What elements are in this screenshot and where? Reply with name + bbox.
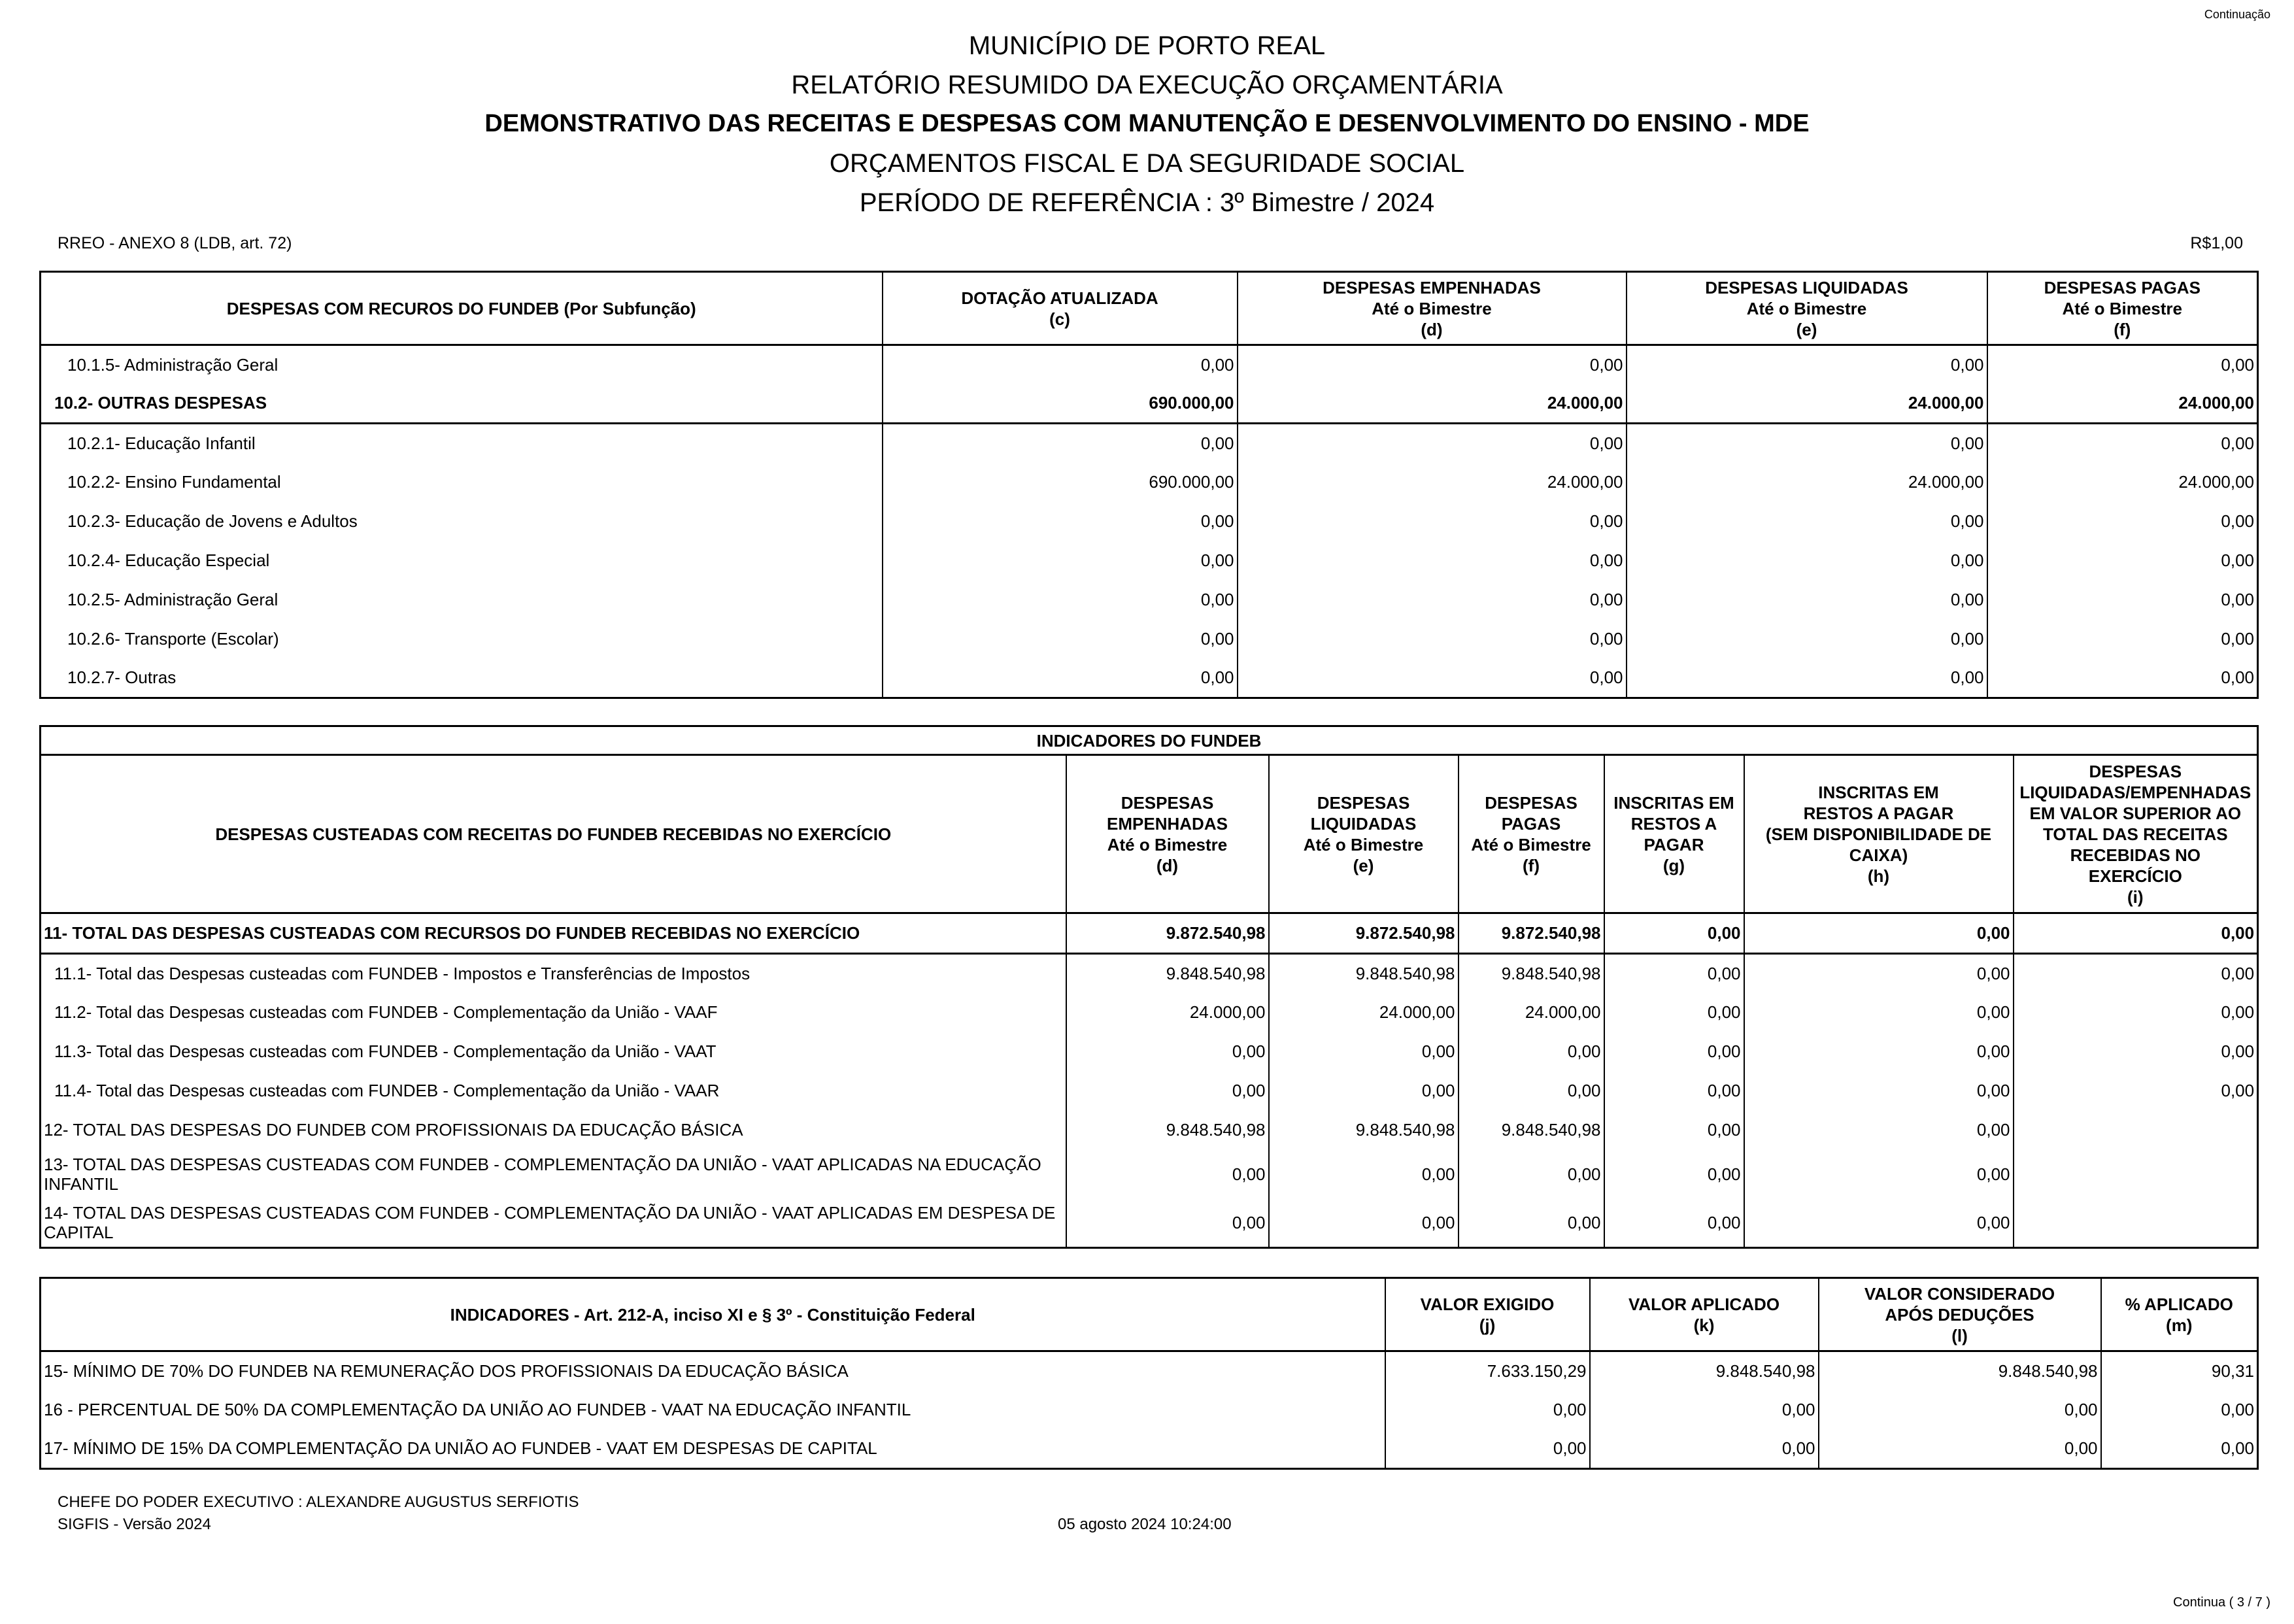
- table-row: [41, 463, 2258, 502]
- value-h: 0,00: [1744, 954, 2014, 993]
- row-label: 11.3- Total das Despesas custeadas com FUNDEB - Complementação da União - VAAT: [54, 1041, 717, 1061]
- value-d: 0,00: [1238, 424, 1627, 463]
- value-g: 0,00: [1604, 913, 1744, 954]
- value-g: 0,00: [1604, 1032, 1744, 1072]
- row-label: 10.1.5- Administração Geral: [67, 354, 278, 375]
- value-h: 0,00: [1744, 1072, 2014, 1111]
- value-f: 0,00: [1987, 581, 2258, 620]
- value-k: 0,00: [1590, 1391, 1819, 1430]
- t1-header-f: DESPESAS PAGAS Até o Bimestre (f): [1987, 272, 2258, 345]
- value-d: 9.848.540,98: [1066, 954, 1269, 993]
- t1-header-c: DOTAÇÃO ATUALIZADA (c): [883, 272, 1238, 345]
- reference-period: PERÍODO DE REFERÊNCIA : 3º Bimestre / 2024: [859, 188, 1435, 217]
- value-f: 0,00: [1987, 620, 2258, 659]
- t2-header-h: INSCRITAS EM RESTOS A PAGAR (SEM DISPONIBILIDADE DE CAIXA) (h): [1744, 755, 2014, 913]
- table-row: [41, 1150, 2258, 1199]
- value-f: 0,00: [1987, 345, 2258, 384]
- report-title: RELATÓRIO RESUMIDO DA EXECUÇÃO ORÇAMENTÁRIA: [791, 71, 1503, 99]
- value-e: 24.000,00: [1627, 463, 1987, 502]
- value-g: 0,00: [1604, 993, 1744, 1032]
- value-c: 0,00: [883, 345, 1238, 384]
- table-row: [41, 1199, 2258, 1248]
- row-label: 10.2.1- Educação Infantil: [67, 433, 256, 453]
- municipality-title: MUNICÍPIO DE PORTO REAL: [968, 31, 1326, 60]
- value-g: 0,00: [1604, 1072, 1744, 1111]
- value-m: 0,00: [2101, 1430, 2258, 1469]
- value-f: 0,00: [1987, 659, 2258, 698]
- table-row: [41, 1072, 2258, 1111]
- row-label: 12- TOTAL DAS DESPESAS DO FUNDEB COM PROFISSIONAIS DA EDUCAÇÃO BÁSICA: [44, 1120, 743, 1140]
- fundeb-indicators-table: [39, 725, 2259, 1249]
- value-d: 0,00: [1066, 1072, 1269, 1111]
- value-f: 0,00: [1459, 1199, 1604, 1248]
- row-label: 10.2.3- Educação de Jovens e Adultos: [67, 511, 358, 531]
- row-label: 11.4- Total das Despesas custeadas com FUNDEB - Complementação da União - VAAR: [54, 1081, 720, 1100]
- t3-header-label: INDICADORES - Art. 212-A, inciso XI e § 3º - Constituição Federal: [450, 1304, 975, 1325]
- annex-label: RREO - ANEXO 8 (LDB, art. 72): [58, 234, 292, 252]
- value-c: 0,00: [883, 541, 1238, 581]
- value-l: 0,00: [1819, 1391, 2101, 1430]
- row-label: 15- MÍNIMO DE 70% DO FUNDEB NA REMUNERAÇÃO DOS PROFISSIONAIS DA EDUCAÇÃO BÁSICA: [44, 1361, 849, 1381]
- continuation-label-top: Continuação: [2204, 8, 2270, 21]
- value-i: [2014, 1199, 2258, 1248]
- value-f: 24.000,00: [1459, 993, 1604, 1032]
- value-h: 0,00: [1744, 913, 2014, 954]
- statement-title: DEMONSTRATIVO DAS RECEITAS E DESPESAS COM MANUTENÇÃO E DESENVOLVIMENTO DO ENSINO - MDE: [484, 110, 1810, 137]
- table-row: [41, 620, 2258, 659]
- t2-header-label: DESPESAS CUSTEADAS COM RECEITAS DO FUNDEB RECEBIDAS NO EXERCÍCIO: [215, 824, 892, 844]
- value-i: 0,00: [2014, 913, 2258, 954]
- row-label: 13- TOTAL DAS DESPESAS CUSTEADAS COM FUNDEB - COMPLEMENTAÇÃO DA UNIÃO - VAAT APLICADAS NA EDUCAÇÃO INFANTIL: [44, 1155, 1041, 1194]
- t3-header-l: VALOR CONSIDERADO APÓS DEDUÇÕES (l): [1819, 1278, 2101, 1351]
- value-f: 9.872.540,98: [1459, 913, 1604, 954]
- value-d: 0,00: [1066, 1199, 1269, 1248]
- t1-header-d: DESPESAS EMPENHADAS Até o Bimestre (d): [1238, 272, 1627, 345]
- row-label: 10.2.2- Ensino Fundamental: [67, 472, 281, 492]
- value-f: 24.000,00: [1987, 463, 2258, 502]
- value-j: 0,00: [1385, 1430, 1590, 1469]
- value-d: 9.848.540,98: [1066, 1111, 1269, 1150]
- row-label: 17- MÍNIMO DE 15% DA COMPLEMENTAÇÃO DA UNIÃO AO FUNDEB - VAAT EM DESPESAS DE CAPITAL: [44, 1438, 877, 1459]
- value-e: 0,00: [1627, 502, 1987, 541]
- value-e: 0,00: [1627, 541, 1987, 581]
- value-e: 0,00: [1627, 424, 1987, 463]
- value-d: 0,00: [1238, 345, 1627, 384]
- table-row: [41, 954, 2258, 993]
- report-datetime: 05 agosto 2024 10:24:00: [1058, 1515, 1232, 1533]
- row-label: 10.2- OUTRAS DESPESAS: [54, 393, 267, 413]
- t2-header-d: DESPESAS EMPENHADAS Até o Bimestre (d): [1066, 755, 1269, 913]
- budget-title: ORÇAMENTOS FISCAL E DA SEGURIDADE SOCIAL: [829, 149, 1465, 178]
- value-c: 0,00: [883, 581, 1238, 620]
- table-row: [41, 1351, 2258, 1391]
- value-e: 0,00: [1269, 1072, 1459, 1111]
- value-d: 9.872.540,98: [1066, 913, 1269, 954]
- value-c: 0,00: [883, 659, 1238, 698]
- value-h: 0,00: [1744, 1150, 2014, 1199]
- value-f: 9.848.540,98: [1459, 1111, 1604, 1150]
- table-row: [41, 541, 2258, 581]
- t2-header-g: INSCRITAS EM RESTOS A PAGAR (g): [1604, 755, 1744, 913]
- value-e: 0,00: [1269, 1032, 1459, 1072]
- value-d: 0,00: [1238, 581, 1627, 620]
- value-e: 0,00: [1627, 659, 1987, 698]
- value-e: 9.872.540,98: [1269, 913, 1459, 954]
- value-f: 0,00: [1987, 541, 2258, 581]
- value-i: [2014, 1150, 2258, 1199]
- value-d: 24.000,00: [1238, 463, 1627, 502]
- t2-header-e: DESPESAS LIQUIDADAS Até o Bimestre (e): [1269, 755, 1459, 913]
- value-i: 0,00: [2014, 1032, 2258, 1072]
- table-row: [41, 1391, 2258, 1430]
- value-e: 0,00: [1627, 345, 1987, 384]
- value-l: 0,00: [1819, 1430, 2101, 1469]
- table-row: [41, 581, 2258, 620]
- value-g: 0,00: [1604, 1111, 1744, 1150]
- value-d: 0,00: [1238, 541, 1627, 581]
- value-f: 0,00: [1987, 502, 2258, 541]
- value-d: 24.000,00: [1066, 993, 1269, 1032]
- table-row-subtotal: [41, 384, 2258, 424]
- row-label: 14- TOTAL DAS DESPESAS CUSTEADAS COM FUNDEB - COMPLEMENTAÇÃO DA UNIÃO - VAAT APLICADAS EM DESPESA DE CAPITAL: [44, 1203, 1056, 1243]
- row-label: 10.2.7- Outras: [67, 668, 177, 688]
- value-f: 0,00: [1459, 1072, 1604, 1111]
- value-e: 24.000,00: [1269, 993, 1459, 1032]
- value-k: 9.848.540,98: [1590, 1351, 1819, 1391]
- row-label: 10.2.6- Transporte (Escolar): [67, 629, 279, 649]
- table-row: [41, 502, 2258, 541]
- value-l: 9.848.540,98: [1819, 1351, 2101, 1391]
- value-d: 0,00: [1066, 1032, 1269, 1072]
- t1-header-e: DESPESAS LIQUIDADAS Até o Bimestre (e): [1627, 272, 1987, 345]
- value-f: 0,00: [1987, 424, 2258, 463]
- value-g: 0,00: [1604, 954, 1744, 993]
- value-i: [2014, 1111, 2258, 1150]
- t2-header-i: DESPESAS LIQUIDADAS/EMPENHADAS EM VALOR SUPERIOR AO TOTAL DAS RECEITAS RECEBIDAS NO EXERCÍCIO (i): [2014, 755, 2258, 913]
- value-c: 0,00: [883, 424, 1238, 463]
- value-f: 24.000,00: [1987, 384, 2258, 424]
- value-h: 0,00: [1744, 993, 2014, 1032]
- value-f: 9.848.540,98: [1459, 954, 1604, 993]
- constitutional-indicators-table: [39, 1277, 2259, 1470]
- row-label: 11.1- Total das Despesas custeadas com FUNDEB - Impostos e Transferências de Impostos: [54, 963, 751, 983]
- t3-header-m: % APLICADO (m): [2101, 1278, 2258, 1351]
- continuation-label-bottom: Continua ( 3 / 7 ): [2173, 1595, 2270, 1610]
- t3-header-k: VALOR APLICADO (k): [1590, 1278, 1819, 1351]
- t3-header-j: VALOR EXIGIDO (j): [1385, 1278, 1590, 1351]
- table-row-total: [41, 913, 2258, 954]
- table-row: [41, 993, 2258, 1032]
- value-e: 9.848.540,98: [1269, 1111, 1459, 1150]
- value-e: 9.848.540,98: [1269, 954, 1459, 993]
- value-d: 0,00: [1066, 1150, 1269, 1199]
- value-c: 0,00: [883, 502, 1238, 541]
- table-row: [41, 659, 2258, 698]
- fundeb-subfunction-table: [39, 271, 2259, 699]
- table-row: [41, 424, 2258, 463]
- value-e: 24.000,00: [1627, 384, 1987, 424]
- value-d: 24.000,00: [1238, 384, 1627, 424]
- value-m: 90,31: [2101, 1351, 2258, 1391]
- row-label: 16 - PERCENTUAL DE 50% DA COMPLEMENTAÇÃO DA UNIÃO AO FUNDEB - VAAT NA EDUCAÇÃO INFANTIL: [44, 1400, 911, 1419]
- value-d: 0,00: [1238, 659, 1627, 698]
- value-c: 690.000,00: [883, 463, 1238, 502]
- system-version: SIGFIS - Versão 2024: [58, 1515, 211, 1533]
- value-k: 0,00: [1590, 1430, 1819, 1469]
- table-row: [41, 345, 2258, 384]
- currency-unit: R$1,00: [2190, 234, 2243, 252]
- value-g: 0,00: [1604, 1199, 1744, 1248]
- value-h: 0,00: [1744, 1032, 2014, 1072]
- value-f: 0,00: [1459, 1150, 1604, 1199]
- value-i: 0,00: [2014, 1072, 2258, 1111]
- value-c: 690.000,00: [883, 384, 1238, 424]
- table-row: [41, 1032, 2258, 1072]
- value-e: 0,00: [1627, 620, 1987, 659]
- executive-chief: CHEFE DO PODER EXECUTIVO : ALEXANDRE AUGUSTUS SERFIOTIS: [58, 1493, 579, 1511]
- value-i: 0,00: [2014, 993, 2258, 1032]
- value-e: 0,00: [1269, 1199, 1459, 1248]
- value-c: 0,00: [883, 620, 1238, 659]
- value-m: 0,00: [2101, 1391, 2258, 1430]
- row-label: 10.2.5- Administração Geral: [67, 590, 278, 609]
- value-g: 0,00: [1604, 1150, 1744, 1199]
- value-d: 0,00: [1238, 502, 1627, 541]
- value-d: 0,00: [1238, 620, 1627, 659]
- value-h: 0,00: [1744, 1111, 2014, 1150]
- t2-header-f: DESPESAS PAGAS Até o Bimestre (f): [1459, 755, 1604, 913]
- value-j: 0,00: [1385, 1391, 1590, 1430]
- value-i: 0,00: [2014, 954, 2258, 993]
- row-label: 11.2- Total das Despesas custeadas com FUNDEB - Complementação da União - VAAF: [54, 1002, 718, 1022]
- value-e: 0,00: [1269, 1150, 1459, 1199]
- row-label: 11- TOTAL DAS DESPESAS CUSTEADAS COM RECURSOS DO FUNDEB RECEBIDAS NO EXERCÍCIO: [44, 923, 860, 943]
- value-j: 7.633.150,29: [1385, 1351, 1590, 1391]
- row-label: 10.2.4- Educação Especial: [67, 550, 270, 570]
- table-row: [41, 1111, 2258, 1150]
- value-h: 0,00: [1744, 1199, 2014, 1248]
- value-f: 0,00: [1459, 1032, 1604, 1072]
- table-row: [41, 1430, 2258, 1469]
- t1-header-label: DESPESAS COM RECUROS DO FUNDEB (Por Subfunção): [226, 298, 696, 318]
- value-e: 0,00: [1627, 581, 1987, 620]
- t2-title: INDICADORES DO FUNDEB: [1036, 730, 1262, 751]
